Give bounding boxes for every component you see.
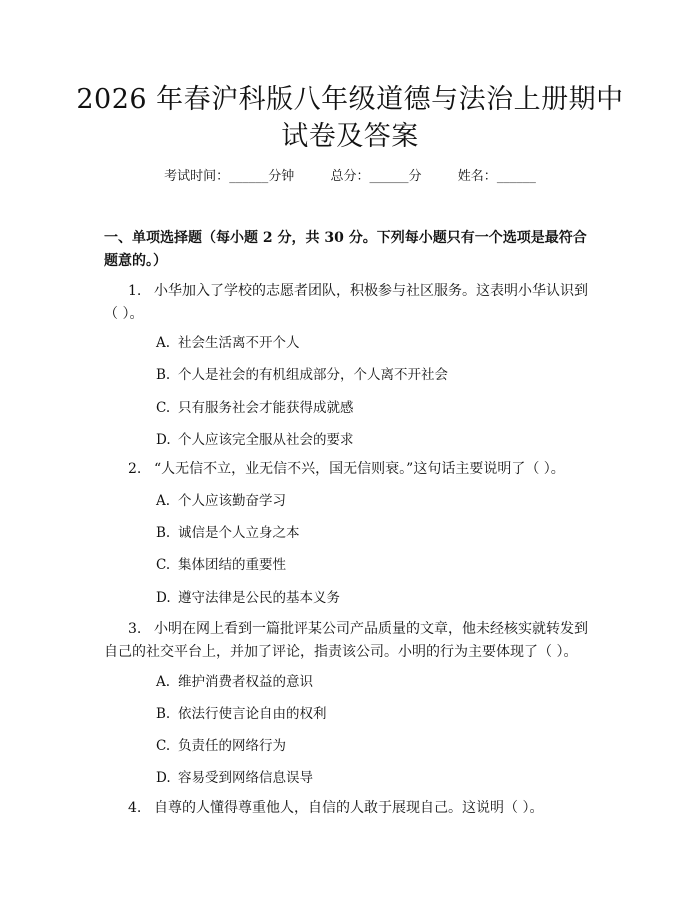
option-3b — [156, 704, 327, 724]
question-number: 4. — [128, 800, 142, 816]
option-1d — [156, 430, 354, 450]
exam-title-line-1: 2026 年春沪科版八年级道德与法治上册期中 — [76, 84, 624, 115]
question-number: 2. — [128, 461, 142, 477]
option-2b — [156, 523, 300, 543]
question-2 — [104, 458, 600, 481]
question-text: 小明在网上看到一篇批评某公司产品质量的文章，他未经核实就转发到自己的社交平台上，并加了评论，指责该公司。小明的行为主要体现了（ ）。 — [104, 621, 588, 660]
option-text: 只有服务社会才能获得成就感 — [178, 400, 354, 416]
option-text: 个人应该完全服从社会的要求 — [178, 432, 354, 448]
question-1 — [104, 280, 600, 326]
option-3d — [156, 768, 313, 788]
option-1b — [156, 365, 448, 385]
score-unit: 分 — [408, 169, 422, 184]
option-key: C. — [156, 400, 171, 416]
option-text: 负责任的网络行为 — [178, 738, 286, 754]
time-label: 考试时间： — [164, 169, 230, 184]
option-text: 维护消费者权益的意识 — [178, 674, 313, 690]
option-text: 遵守法律是公民的基本义务 — [178, 590, 340, 606]
option-key: A. — [156, 335, 171, 351]
option-text: 诚信是个人立身之本 — [178, 525, 300, 541]
question-number: 1. — [128, 283, 142, 299]
option-2a — [156, 491, 286, 511]
score-label: 总分： — [330, 169, 370, 184]
time-unit: 分钟 — [268, 169, 295, 184]
option-3a — [156, 672, 313, 692]
question-4 — [104, 797, 600, 820]
option-3c — [156, 736, 286, 756]
option-key: A. — [156, 493, 171, 509]
option-key: B. — [156, 525, 171, 541]
option-1a — [156, 333, 300, 353]
option-2c — [156, 555, 286, 575]
option-text: 个人应该勤奋学习 — [178, 493, 286, 509]
option-text: 容易受到网络信息误导 — [178, 770, 313, 786]
section-heading: 一、单项选择题（每小题 2 分，共 30 分。下列每小题只有一个选项是最符合题意的。） — [104, 230, 587, 269]
option-key: C. — [156, 557, 171, 573]
score-blank: ______ — [369, 169, 409, 184]
option-text: 依法行使言论自由的权利 — [178, 706, 327, 722]
option-key: D. — [156, 590, 171, 606]
option-key: B. — [156, 367, 171, 383]
option-key: A. — [156, 674, 171, 690]
question-3 — [104, 618, 600, 664]
exam-meta — [0, 167, 700, 187]
option-key: C. — [156, 738, 171, 754]
time-blank: ______ — [229, 169, 269, 184]
exam-title-line-2: 试卷及答案 — [281, 121, 419, 152]
option-key: D. — [156, 432, 171, 448]
option-text: 集体团结的重要性 — [178, 557, 286, 573]
name-blank: ______ — [496, 169, 536, 184]
question-text: “人无信不立，业无信不兴，国无信则衰。”这句话主要说明了（ ）。 — [154, 461, 565, 477]
question-text: 自尊的人懂得尊重他人，自信的人敢于展现自己。这说明（ ）。 — [154, 800, 544, 816]
question-text: 小华加入了学校的志愿者团队，积极参与社区服务。这表明小华认识到（ ）。 — [104, 283, 588, 322]
name-label: 姓名： — [457, 169, 497, 184]
option-text: 社会生活离不开个人 — [178, 335, 300, 351]
option-key: D. — [156, 770, 171, 786]
question-number: 3. — [128, 621, 142, 637]
option-key: B. — [156, 706, 171, 722]
option-1c — [156, 398, 354, 418]
option-2d — [156, 588, 340, 608]
option-text: 个人是社会的有机组成部分，个人离不开社会 — [178, 367, 448, 383]
